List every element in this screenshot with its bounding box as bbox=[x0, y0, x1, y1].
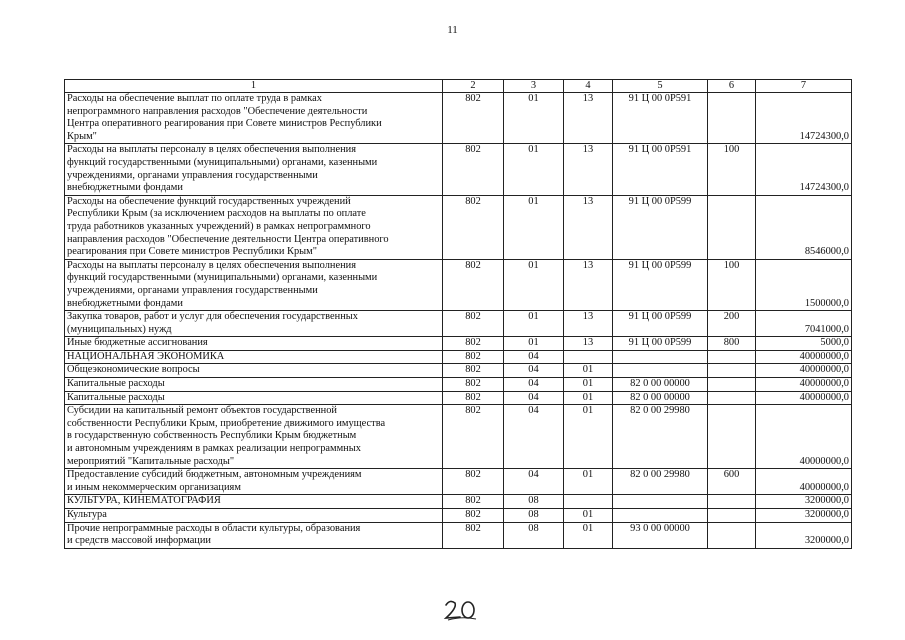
row-code-subsection: 13 bbox=[564, 195, 613, 259]
row-code-expense-type bbox=[708, 378, 756, 392]
row-name: НАЦИОНАЛЬНАЯ ЭКОНОМИКА bbox=[65, 350, 443, 364]
row-amount: 1500000,0 bbox=[756, 259, 852, 310]
row-code-target: 91 Ц 00 0Р591 bbox=[613, 93, 708, 144]
table-row bbox=[65, 311, 852, 337]
table-row bbox=[65, 337, 852, 351]
row-code-subsection: 13 bbox=[564, 144, 613, 195]
handwritten-signature bbox=[440, 596, 480, 622]
row-code-target bbox=[613, 509, 708, 523]
table-row bbox=[65, 364, 852, 378]
row-code-section: 04 bbox=[504, 469, 564, 495]
row-name: Иные бюджетные ассигнования bbox=[65, 337, 443, 351]
row-code-subsection: 13 bbox=[564, 93, 613, 144]
row-code-section: 01 bbox=[504, 311, 564, 337]
row-code-ministry: 802 bbox=[443, 495, 504, 509]
column-header: 2 bbox=[443, 80, 504, 93]
row-amount: 14724300,0 bbox=[756, 144, 852, 195]
row-code-section: 04 bbox=[504, 405, 564, 469]
row-code-ministry: 802 bbox=[443, 405, 504, 469]
row-code-ministry: 802 bbox=[443, 350, 504, 364]
row-name: Субсидии на капитальный ремонт объектов государственной собственности Республики Крым, приобретение движимого имущества в государственную собственность Республики Крым бюджетным и автономным учреждениям в рамках реализации непрограммных мероприятий "Капитальные расходы" bbox=[65, 405, 443, 469]
row-name: Закупка товаров, работ и услуг для обеспечения государственных (муниципальных) нужд bbox=[65, 311, 443, 337]
row-code-expense-type: 800 bbox=[708, 337, 756, 351]
row-code-target bbox=[613, 495, 708, 509]
table-row bbox=[65, 259, 852, 310]
row-amount: 40000000,0 bbox=[756, 405, 852, 469]
row-code-section: 08 bbox=[504, 509, 564, 523]
row-code-expense-type bbox=[708, 391, 756, 405]
row-code-subsection: 01 bbox=[564, 522, 613, 548]
row-name: Расходы на выплаты персоналу в целях обеспечения выполнения функций государственными (муниципальными) органами, казенными учреждениями, органами управления государственными внебюджетными фондами bbox=[65, 144, 443, 195]
row-code-section: 08 bbox=[504, 522, 564, 548]
row-code-ministry: 802 bbox=[443, 311, 504, 337]
row-code-ministry: 802 bbox=[443, 144, 504, 195]
row-code-target: 91 Ц 00 0Р599 bbox=[613, 311, 708, 337]
row-code-subsection bbox=[564, 350, 613, 364]
row-code-expense-type bbox=[708, 364, 756, 378]
row-code-subsection: 01 bbox=[564, 405, 613, 469]
page-number: 11 bbox=[447, 24, 458, 36]
row-code-subsection bbox=[564, 495, 613, 509]
row-name: Расходы на обеспечение выплат по оплате труда в рамках непрограммного направления расходов "Обеспечение деятельности Центра оперативного реагирования при Совете министров Республики Крым" bbox=[65, 93, 443, 144]
table-row bbox=[65, 195, 852, 259]
row-code-subsection: 01 bbox=[564, 364, 613, 378]
row-code-section: 01 bbox=[504, 195, 564, 259]
row-name: Прочие непрограммные расходы в области культуры, образования и средств массовой информации bbox=[65, 522, 443, 548]
table-row bbox=[65, 144, 852, 195]
row-code-target: 93 0 00 00000 bbox=[613, 522, 708, 548]
row-code-section: 04 bbox=[504, 364, 564, 378]
row-amount: 40000000,0 bbox=[756, 391, 852, 405]
row-name: Расходы на обеспечение функций государственных учреждений Республики Крым (за исключением расходов на выплаты по оплате труда работников указанных учреждений) в рамках непрограммного направления расходов "Обеспечение деятельности Центра оперативного реагирования при Совете министров Республики Крым" bbox=[65, 195, 443, 259]
row-code-expense-type: 600 bbox=[708, 469, 756, 495]
row-code-ministry: 802 bbox=[443, 364, 504, 378]
row-code-target: 91 Ц 00 0Р599 bbox=[613, 195, 708, 259]
column-header: 5 bbox=[613, 80, 708, 93]
column-header: 6 bbox=[708, 80, 756, 93]
row-code-expense-type bbox=[708, 509, 756, 523]
table-row bbox=[65, 495, 852, 509]
row-name: Капитальные расходы bbox=[65, 378, 443, 392]
row-code-ministry: 802 bbox=[443, 509, 504, 523]
row-amount: 40000000,0 bbox=[756, 350, 852, 364]
row-code-subsection: 01 bbox=[564, 391, 613, 405]
row-code-target: 82 0 00 00000 bbox=[613, 378, 708, 392]
table-row bbox=[65, 350, 852, 364]
row-code-section: 04 bbox=[504, 378, 564, 392]
column-header: 3 bbox=[504, 80, 564, 93]
row-code-section: 08 bbox=[504, 495, 564, 509]
row-amount: 40000000,0 bbox=[756, 469, 852, 495]
table-row bbox=[65, 378, 852, 392]
row-code-subsection: 01 bbox=[564, 509, 613, 523]
column-header: 7 bbox=[756, 80, 852, 93]
row-code-ministry: 802 bbox=[443, 378, 504, 392]
header-row bbox=[65, 80, 852, 93]
row-code-expense-type bbox=[708, 522, 756, 548]
row-code-subsection: 01 bbox=[564, 378, 613, 392]
row-amount: 3200000,0 bbox=[756, 495, 852, 509]
row-code-target: 82 0 00 00000 bbox=[613, 391, 708, 405]
row-code-expense-type bbox=[708, 350, 756, 364]
row-code-target: 91 Ц 00 0Р599 bbox=[613, 337, 708, 351]
row-amount: 7041000,0 bbox=[756, 311, 852, 337]
row-code-target: 91 Ц 00 0Р599 bbox=[613, 259, 708, 310]
column-header: 4 bbox=[564, 80, 613, 93]
row-code-expense-type bbox=[708, 405, 756, 469]
row-code-section: 01 bbox=[504, 93, 564, 144]
row-code-ministry: 802 bbox=[443, 259, 504, 310]
row-code-section: 01 bbox=[504, 144, 564, 195]
table-row bbox=[65, 522, 852, 548]
row-code-expense-type bbox=[708, 495, 756, 509]
row-code-expense-type: 100 bbox=[708, 259, 756, 310]
row-amount: 3200000,0 bbox=[756, 509, 852, 523]
row-code-section: 04 bbox=[504, 350, 564, 364]
row-name: Общеэкономические вопросы bbox=[65, 364, 443, 378]
row-code-ministry: 802 bbox=[443, 469, 504, 495]
row-amount: 8546000,0 bbox=[756, 195, 852, 259]
row-amount: 3200000,0 bbox=[756, 522, 852, 548]
table-row bbox=[65, 469, 852, 495]
row-amount: 40000000,0 bbox=[756, 378, 852, 392]
row-code-target: 82 0 00 29980 bbox=[613, 405, 708, 469]
row-code-ministry: 802 bbox=[443, 93, 504, 144]
row-code-ministry: 802 bbox=[443, 522, 504, 548]
row-amount: 40000000,0 bbox=[756, 364, 852, 378]
row-code-section: 01 bbox=[504, 337, 564, 351]
table-row bbox=[65, 405, 852, 469]
row-code-target bbox=[613, 364, 708, 378]
row-amount: 14724300,0 bbox=[756, 93, 852, 144]
row-code-target: 91 Ц 00 0Р591 bbox=[613, 144, 708, 195]
row-name: КУЛЬТУРА, КИНЕМАТОГРАФИЯ bbox=[65, 495, 443, 509]
row-code-target bbox=[613, 350, 708, 364]
row-amount: 5000,0 bbox=[756, 337, 852, 351]
row-name: Культура bbox=[65, 509, 443, 523]
row-code-ministry: 802 bbox=[443, 391, 504, 405]
table-row bbox=[65, 93, 852, 144]
row-code-subsection: 13 bbox=[564, 311, 613, 337]
row-code-subsection: 01 bbox=[564, 469, 613, 495]
row-code-expense-type bbox=[708, 93, 756, 144]
row-name: Предоставление субсидий бюджетным, автономным учреждениям и иным некоммерческим организациям bbox=[65, 469, 443, 495]
row-code-subsection: 13 bbox=[564, 259, 613, 310]
table-body bbox=[65, 93, 852, 549]
row-code-subsection: 13 bbox=[564, 337, 613, 351]
row-name: Расходы на выплаты персоналу в целях обеспечения выполнения функций государственными (муниципальными) органами, казенными учреждениями, органами управления государственными внебюджетными фондами bbox=[65, 259, 443, 310]
row-code-expense-type: 100 bbox=[708, 144, 756, 195]
table-row bbox=[65, 391, 852, 405]
row-code-ministry: 802 bbox=[443, 337, 504, 351]
row-code-target: 82 0 00 29980 bbox=[613, 469, 708, 495]
row-name: Капитальные расходы bbox=[65, 391, 443, 405]
column-header: 1 bbox=[65, 80, 443, 93]
row-code-section: 04 bbox=[504, 391, 564, 405]
table-row bbox=[65, 509, 852, 523]
row-code-expense-type bbox=[708, 195, 756, 259]
row-code-ministry: 802 bbox=[443, 195, 504, 259]
row-code-section: 01 bbox=[504, 259, 564, 310]
row-code-expense-type: 200 bbox=[708, 311, 756, 337]
budget-table bbox=[64, 79, 852, 549]
